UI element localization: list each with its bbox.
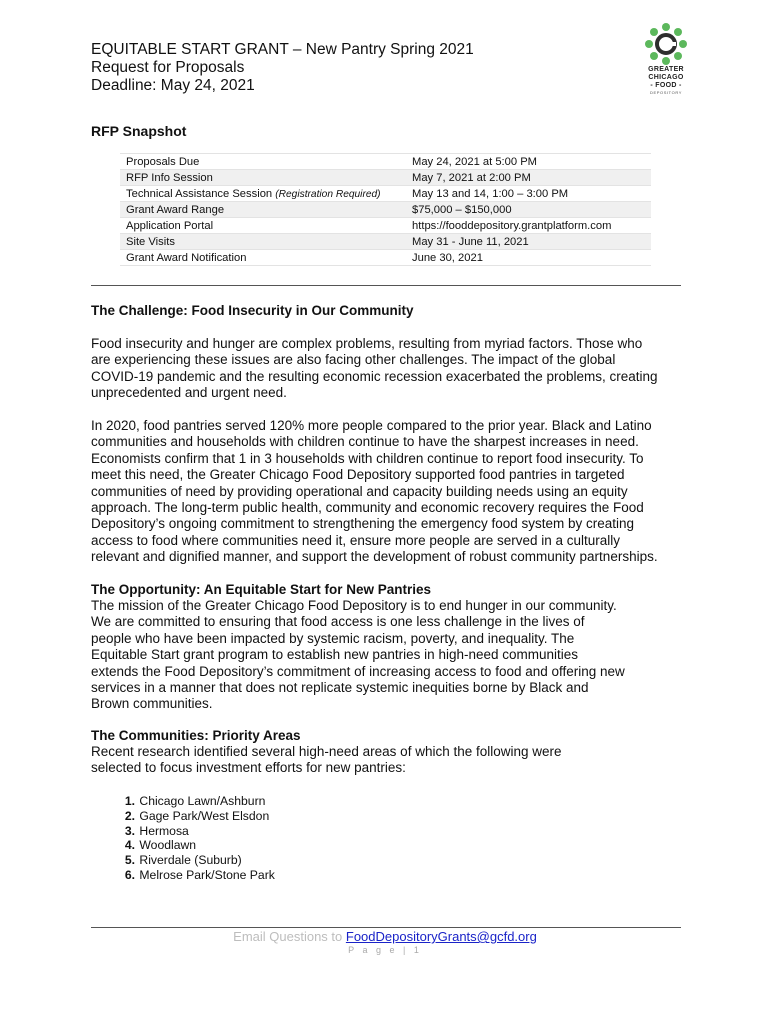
footer-email-line [0,929,770,944]
snapshot-row [120,186,651,202]
paragraph-line: In 2020, food pantries served 120% more people compared to the prior year. Black and Latino [91,418,652,433]
document-deadline: Deadline: May 24, 2021 [91,77,255,94]
document-header [91,41,474,95]
paragraph-line: services in a manner that does not replicate systemic inequities borne by Black and [91,680,589,696]
list-item [100,853,275,868]
list-item [100,824,275,839]
list-item [100,868,275,883]
snapshot-label: Grant Award Range [120,202,406,218]
snapshot-label: Grant Award Notification [120,250,406,266]
gcfd-logo-icon [644,22,688,66]
snapshot-value: May 13 and 14, 1:00 – 3:00 PM [406,186,651,202]
snapshot-title: RFP Snapshot [91,123,187,139]
paragraph-line: access to food where communities need it, ensure more people are served in a culturally [91,532,621,548]
paragraph-line: Depository’s ongoing commitment to strengthening the emergency food system by creating [91,516,635,532]
list-item [100,838,275,853]
snapshot-value: June 30, 2021 [406,250,651,266]
logo-line-food: - FOOD - [650,82,682,89]
paragraph-line: COVID-19 pandemic and the resulting economic recession exacerbated the problems, creating [91,368,658,384]
snapshot-value: May 31 - June 11, 2021 [406,234,651,250]
challenge-heading: The Challenge: Food Insecurity in Our Community [91,303,414,318]
paragraph-line: Recent research identified several high-need areas of which the following were [91,744,562,759]
footer-divider [91,927,681,928]
list-number: 4. [124,838,135,853]
list-number: 3. [124,823,135,838]
priority-areas-list [100,794,275,883]
logo-line-depository: DEPOSITORY [649,90,683,95]
list-text: Chicago Lawn/Ashburn [139,794,266,808]
paragraph-line: are experiencing these issues are also facing other challenges. The impact of the global [91,352,616,368]
paragraph-line: approach. The long-term public health, community and economic recovery requires the Food [91,500,644,516]
snapshot-value: $75,000 – $150,000 [406,202,651,218]
paragraph-line: extends the Food Depository’s commitment of increasing access to food and offering new [91,663,625,679]
list-number: 6. [124,867,135,882]
list-text: Gage Park/West Elsdon [139,808,270,823]
list-text: Hermosa [139,823,189,838]
document-subtitle: Request for Proposals [91,59,245,76]
section-divider [91,285,681,286]
snapshot-label: Site Visits [120,234,406,250]
paragraph-line: Economists confirm that 1 in 3 households with children continue to report food insecurity. To [91,450,644,466]
list-text: Riverdale (Suburb) [139,853,242,868]
snapshot-value: https://fooddepository.grantplatform.com [406,218,651,234]
communities-heading: The Communities: Priority Areas [91,728,301,743]
opportunity-paragraph [91,598,691,713]
paragraph-line: Equitable Start grant program to establish new pantries in high-need communities [91,647,579,663]
communities-paragraph [91,744,691,777]
paragraph-line: communities of need by providing operational and capacity building needs using an equity [91,483,628,499]
logo-line-chicago: CHICAGO [648,74,684,81]
snapshot-value: May 7, 2021 at 2:00 PM [406,170,651,186]
snapshot-row [120,170,651,186]
snapshot-value: May 24, 2021 at 5:00 PM [406,154,651,170]
list-number: 2. [124,808,135,823]
footer-email-prefix: Email Questions to [233,929,346,944]
challenge-paragraph-2 [91,418,691,566]
snapshot-label: Technical Assistance Session [126,187,276,200]
paragraph-line: relevant and dignified manner, and support the development of robust community partnerships. [91,549,658,565]
list-number: 1. [124,794,135,808]
list-item [100,809,275,824]
paragraph-line: people who have been impacted by systemic racism, poverty, and inequality. The [91,630,575,646]
paragraph-line: meet this need, the Greater Chicago Food Depository supported food pantries in targeted [91,467,625,483]
list-number: 5. [124,853,135,868]
list-text: Woodlawn [139,838,197,853]
paragraph-line: Food insecurity and hunger are complex problems, resulting from myriad factors. Those who [91,336,643,351]
document-title: EQUITABLE START GRANT – New Pantry Spring 2021 [91,41,474,58]
snapshot-row [120,218,651,234]
snapshot-label-cell [120,186,406,202]
snapshot-label: Application Portal [120,218,406,234]
snapshot-row [120,234,651,250]
footer-email-link[interactable]: FoodDepositoryGrants@gcfd.org [345,929,537,944]
snapshot-row [120,202,651,218]
snapshot-table [120,153,651,266]
paragraph-line: Brown communities. [91,696,213,712]
snapshot-row [120,154,651,170]
gcfd-logo [641,22,691,96]
logo-line-greater: GREATER [648,66,684,73]
snapshot-row [120,250,651,266]
paragraph-line: We are committed to ensuring that food access is one less challenge in the lives of [91,614,585,630]
opportunity-heading: The Opportunity: An Equitable Start for New Pantries [91,582,432,597]
list-text: Melrose Park/Stone Park [139,867,275,882]
snapshot-label-note: (Registration Required) [275,188,381,200]
paragraph-line: unprecedented and urgent need. [91,385,287,401]
paragraph-line: communities and households with children continue to have the sharpest increases in need. [91,434,639,450]
page-number: P a g e | 1 [348,945,422,955]
paragraph-line: selected to focus investment efforts for new pantries: [91,760,406,776]
snapshot-label: RFP Info Session [120,170,406,186]
snapshot-label: Proposals Due [120,154,406,170]
list-item [100,794,275,809]
paragraph-line: The mission of the Greater Chicago Food Depository is to end hunger in our community. [91,598,617,613]
challenge-paragraph-1 [91,336,691,402]
